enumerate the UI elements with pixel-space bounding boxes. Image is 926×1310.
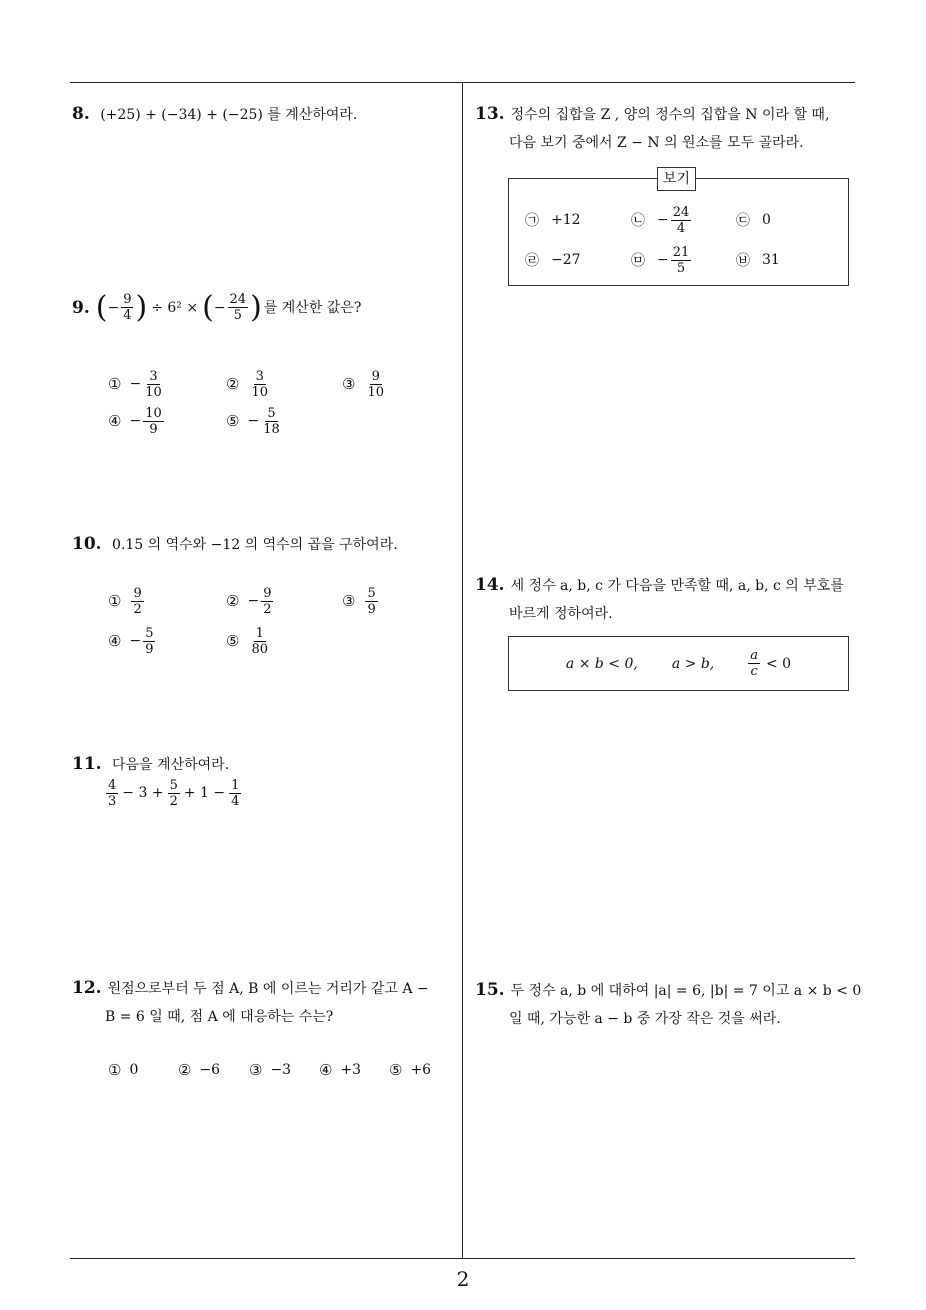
question-text: 세 정수 a, b, c 가 다음을 만족할 때, a, b, c 의 부호를	[510, 578, 844, 594]
bogi-item-4[interactable]: ㉣ −27	[525, 252, 581, 269]
question-14	[475, 571, 865, 628]
question-text: 정수의 집합을 Z , 양의 정수의 집합을 N 이라 할 때,	[510, 107, 830, 123]
bogi-item-2[interactable]: ㉡ − $\frac{24}{4}$	[631, 204, 690, 236]
question-number: 14.	[475, 575, 505, 595]
question-text-2: 일 때, 가능한 a − b 중 가장 작은 것을 써라.	[509, 1011, 781, 1027]
question-number: 11.	[72, 754, 102, 774]
question-text: 다음을 계산하여라.	[112, 757, 230, 773]
question-8	[72, 100, 357, 129]
question-number: 8.	[72, 104, 90, 124]
choice-4[interactable]: ④ +3	[319, 1061, 362, 1079]
bogi-item-6[interactable]: ㉥ 31	[736, 252, 780, 269]
question-number: 15.	[475, 980, 505, 1000]
choice-5[interactable]: ⑤ − $\frac{5}{18}$	[226, 405, 280, 437]
question-text: 두 정수 a, b 에 대하여 |a| = 6, |b| = 7 이고 a × b < 0	[510, 983, 862, 999]
choice-1[interactable]: ① 0	[108, 1061, 139, 1079]
bogi-title: 보기	[657, 167, 696, 191]
bogi-item-1[interactable]: ㉠ +12	[525, 212, 581, 229]
choice-5[interactable]: ⑤ $\frac{1}{80}$	[226, 625, 268, 657]
choice-1[interactable]: ① − $\frac{3}{10}$	[108, 368, 162, 400]
question-text-2: B = 6 일 때, 점 A 에 대응하는 수는?	[105, 1009, 334, 1025]
bogi-item-5[interactable]: ㉤ − $\frac{21}{5}$	[631, 244, 690, 276]
bottom-rule	[70, 1258, 855, 1259]
question-text: (+25) + (−34) + (−25) 를 계산하여라.	[100, 107, 358, 123]
fraction: $\frac{9}{4}$	[123, 292, 132, 323]
question-text: 원점으로부터 두 점 A, B 에 이르는 거리가 같고 A −	[107, 981, 429, 997]
question-12	[72, 974, 457, 1031]
condition-1: a × b < 0,	[565, 655, 638, 672]
choice-4[interactable]: ④ − $\frac{5}{9}$	[108, 625, 154, 657]
condition-2: a > b,	[671, 655, 715, 672]
choice-3[interactable]: ③ $\frac{5}{9}$	[342, 585, 376, 617]
fraction: $\frac{24}{5}$	[229, 292, 247, 323]
bogi-item-3[interactable]: ㉢ 0	[736, 212, 771, 229]
choice-2[interactable]: ② − $\frac{9}{2}$	[226, 585, 272, 617]
question-9: 9. ( − $\frac{9}{4}$ ) ÷ 6² × ( − $\frac{24}{5}$ ) 를 계산한 값은?	[72, 289, 362, 325]
question-text-2: 다음 보기 중에서 Z − N 의 원소를 모두 골라라.	[509, 135, 804, 151]
choice-2[interactable]: ② $\frac{3}{10}$	[226, 368, 268, 400]
question-number: 9.	[72, 297, 90, 318]
question-text: 를 계산한 값은?	[263, 299, 362, 316]
question-number: 12.	[72, 978, 102, 998]
condition-3-fraction: $\frac{a}{c}$	[750, 648, 758, 679]
choice-3[interactable]: ③ −3	[249, 1061, 292, 1079]
question-number: 13.	[475, 104, 505, 124]
choice-1[interactable]: ① $\frac{9}{2}$	[108, 585, 142, 617]
question-13	[475, 100, 865, 157]
operator-text: ÷ 6² ×	[151, 299, 199, 316]
choice-3[interactable]: ③ $\frac{9}{10}$	[342, 368, 384, 400]
condition-3-rest: < 0	[766, 655, 792, 672]
page-number: 2	[456, 1267, 470, 1291]
choice-4[interactable]: ④ − $\frac{10}{9}$	[108, 405, 162, 437]
column-divider	[462, 83, 463, 1259]
question-15	[475, 976, 865, 1033]
question-number: 10.	[72, 534, 102, 554]
question-text-2: 바르게 정하여라.	[509, 606, 613, 622]
choice-2[interactable]: ② −6	[178, 1061, 221, 1079]
expression: $\frac{4}{3}$ − 3 + $\frac{5}{2}$ + 1 − $\frac{1}{4}$	[108, 777, 240, 809]
question-text: 0.15 의 역수와 −12 의 역수의 곱을 구하여라.	[112, 537, 398, 553]
question-10	[72, 530, 398, 559]
choice-5[interactable]: ⑤ +6	[389, 1061, 432, 1079]
condition-box	[508, 636, 849, 691]
